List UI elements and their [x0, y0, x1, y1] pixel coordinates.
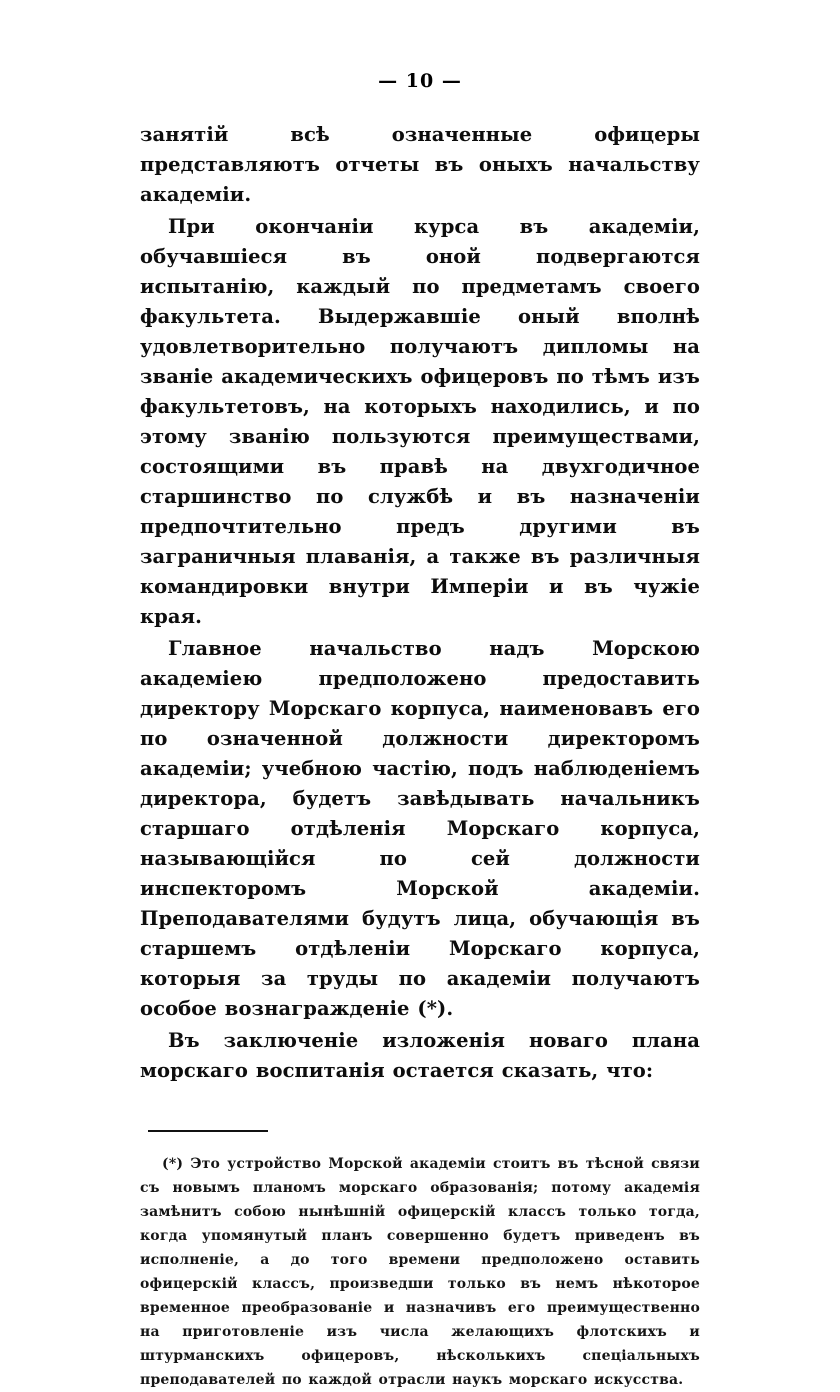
page-number: — 10 —	[378, 70, 462, 92]
footnote-text: (*) Это устройство Морской академіи стоитъ въ тѣсной связи съ новымъ планомъ морскаго образованія; потому академія замѣнитъ собою нынѣшній офицерскій классъ только тогда, когда упомянутый планъ совершенно будетъ приведенъ въ исполненіе, а до того времени предположено оставить офицерскій классъ, произведши только въ немъ нѣкоторое временное преобразованіе и назначивъ его преимущественно на приготовленіе изъ числа желающихъ флотскихъ и штурманскихъ офицеровъ, нѣсколькихъ спеціальныхъ преподавателей по каждой отрасли наукъ морскаго искусства.	[140, 1156, 700, 1388]
paragraph: занятій всѣ означенные офицеры представляютъ отчеты въ оныхъ начальству академіи.	[140, 123, 700, 206]
document-page	[0, 70, 840, 1388]
paragraph: При окончаніи курса въ академіи, обучавшіеся въ оной подвергаются испытанію, каждый по предметамъ своего факультета. Выдержавшіе оный вполнѣ удовлетворительно получаютъ дипломы на званіе академическихъ офицеровъ по тѣмъ изъ факультетовъ, на которыхъ находились, и по этому званію пользуются преимуществами, состоящими въ правѣ на двухгодичное старшинство по службѣ и въ назначеніи предпочтительно предъ другими въ заграничныя плаванія, а также въ различныя командировки внутри Имперіи и въ чужіе края.	[140, 215, 700, 628]
footnote-separator-rule	[148, 1130, 268, 1132]
paragraph: Въ заключеніе изложенія новаго плана морскаго воспитанія остается сказать, что:	[140, 1029, 700, 1082]
body-text-block	[140, 92, 700, 1392]
paragraph: Главное начальство надъ Морскою академіею предположено предоставить директору Морскаго корпуса, наименовавъ его по означенной должности директоромъ академіи; учебною частію, подъ наблюденіемъ директора, будетъ завѣдывать начальникъ старшаго отдѣленія Морскаго корпуса, называющійся по сей должности инспекторомъ Морской академіи. Преподавателями будутъ лица, обучающія въ старшемъ отдѣленіи Морскаго корпуса, которыя за труды по академіи получаютъ особое вознагражденіе (*).	[140, 637, 700, 1020]
